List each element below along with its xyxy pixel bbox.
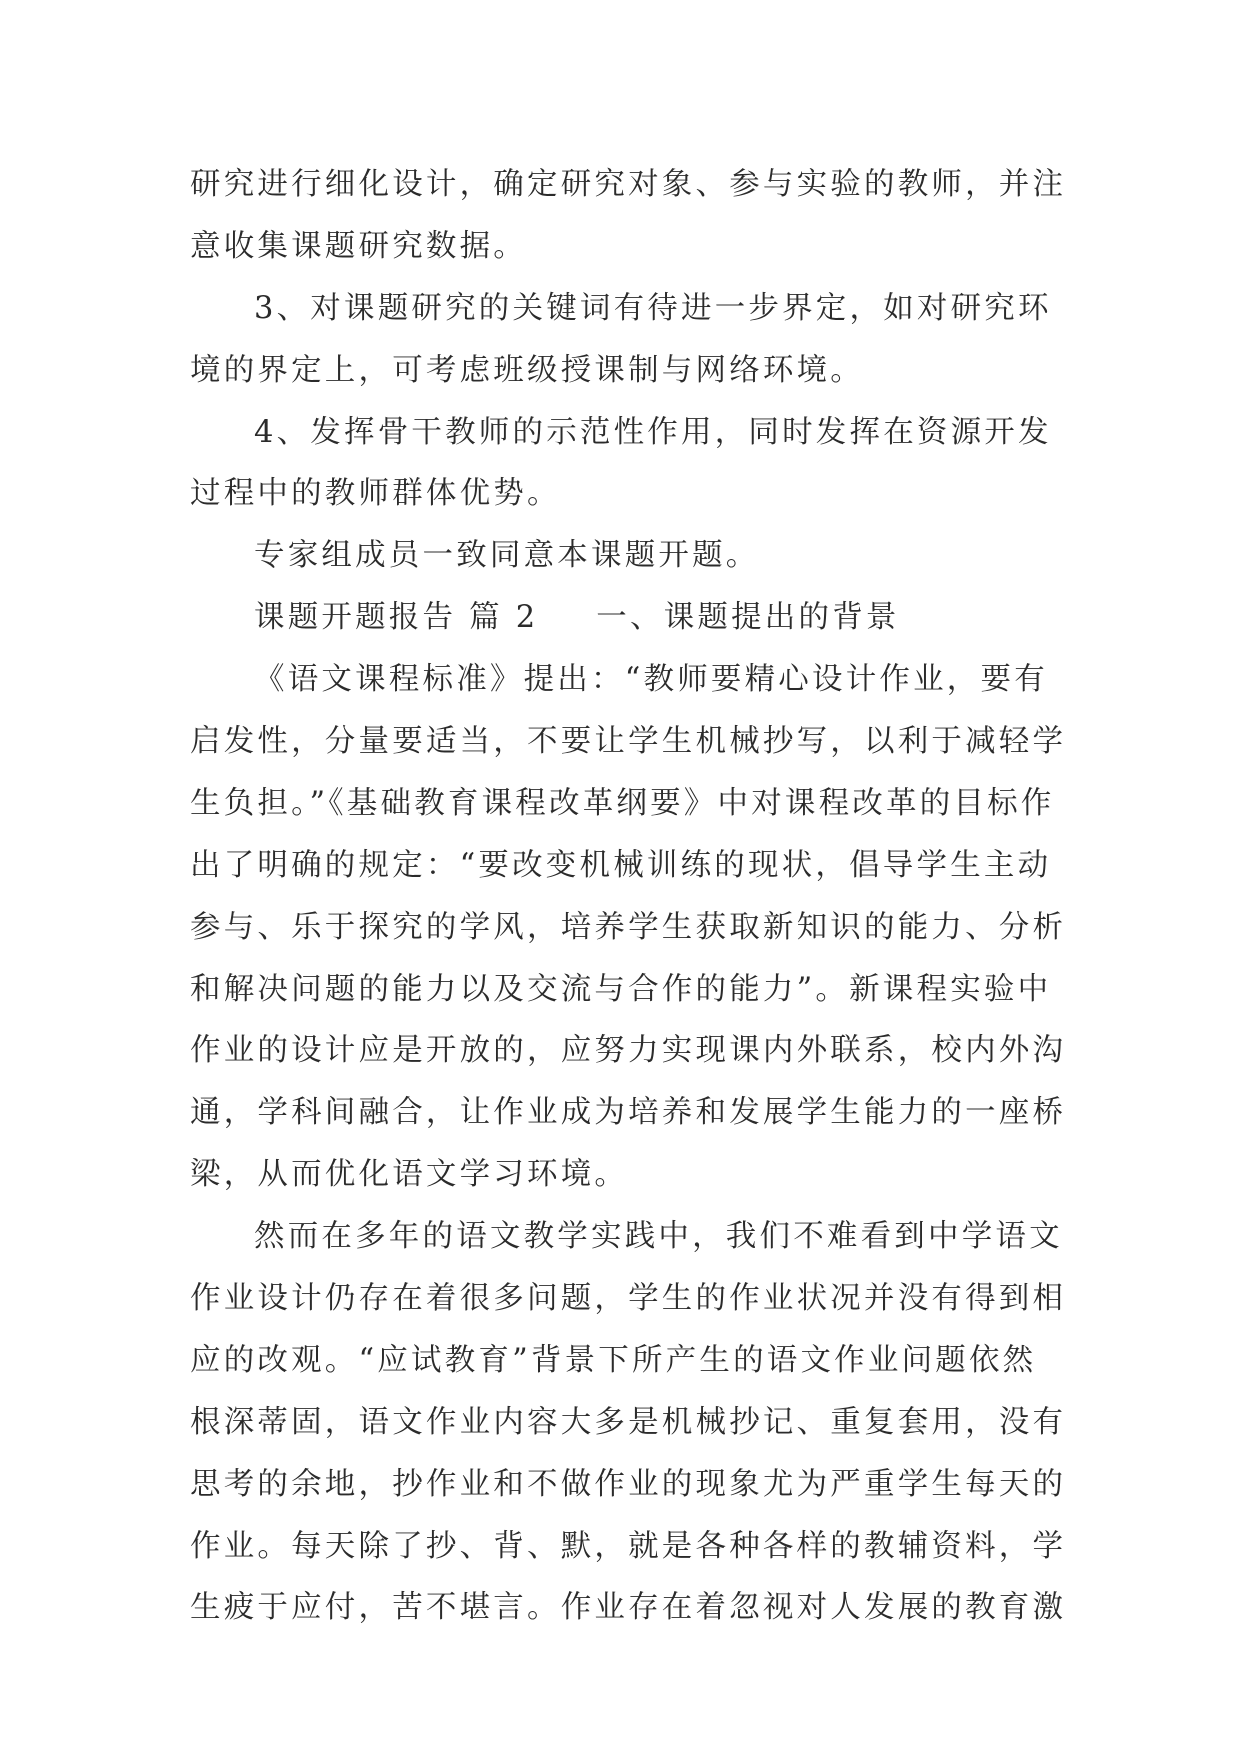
- text-line: 根深蒂固，语文作业内容大多是机械抄记、重复套用，没有: [190, 1404, 1067, 1440]
- report-title: 课题开题报告 篇 2: [254, 600, 539, 636]
- text-line: 境的界定上，可考虑班级授课制与网络环境。: [190, 352, 864, 388]
- text-line: 应的改观。“应试教育”背景下所产生的语文作业问题依然: [190, 1342, 1037, 1378]
- text-line: 意收集课题研究数据。: [190, 228, 527, 264]
- text-line: 梁，从而优化语文学习环境。: [190, 1157, 629, 1193]
- text-line: 通，学科间融合，让作业成为培养和发展学生能力的一座桥: [190, 1095, 1067, 1131]
- text-line: 然而在多年的语文教学实践中，我们不难看到中学语文: [254, 1219, 1063, 1255]
- section-heading-line: [190, 587, 1054, 649]
- text-line: 思考的余地，抄作业和不做作业的现象尤为严重学生每天的: [190, 1466, 1067, 1502]
- text-line: 启发性，分量要适当，不要让学生机械抄写，以利于减轻学: [190, 724, 1067, 760]
- section-title: 一、课题提出的背景: [596, 600, 900, 636]
- text-line: 4、发挥骨干教师的示范性作用，同时发挥在资源开发: [254, 414, 1052, 450]
- text-line: 生疲于应付，苦不堪言。作业存在着忽视对人发展的教育激: [190, 1590, 1067, 1626]
- text-line: 3、对课题研究的关键词有待进一步界定，如对研究环: [254, 290, 1052, 326]
- text-line: 和解决问题的能力以及交流与合作的能力”。新课程实验中: [190, 971, 1052, 1007]
- text-line: 研究进行细化设计，确定研究对象、参与实验的教师，并注: [190, 167, 1067, 202]
- text-line: 过程中的教师群体优势。: [190, 476, 561, 512]
- text-line: 作业的设计应是开放的，应努力实现课内外联系，校内外沟: [190, 1033, 1067, 1069]
- text-line: 出了明确的规定：“要改变机械训练的现状，倡导学生主动: [190, 847, 1052, 883]
- text-line: 作业设计仍存在着很多问题，学生的作业状况并没有得到相: [190, 1281, 1067, 1317]
- text-line: 专家组成员一致同意本课题开题。: [254, 538, 760, 574]
- text-line: 《语文课程标准》提出：“教师要精心设计作业，要有: [254, 662, 1048, 698]
- text-line: 作业。每天除了抄、背、默，就是各种各样的教辅资料，学: [190, 1528, 1067, 1564]
- document-body: [190, 154, 1067, 1639]
- text-line: 参与、乐于探究的学风，培养学生获取新知识的能力、分析: [190, 909, 1067, 945]
- text-line: 生负担。”《基础教育课程改革纲要》中对课程改革的目标作: [190, 785, 1055, 821]
